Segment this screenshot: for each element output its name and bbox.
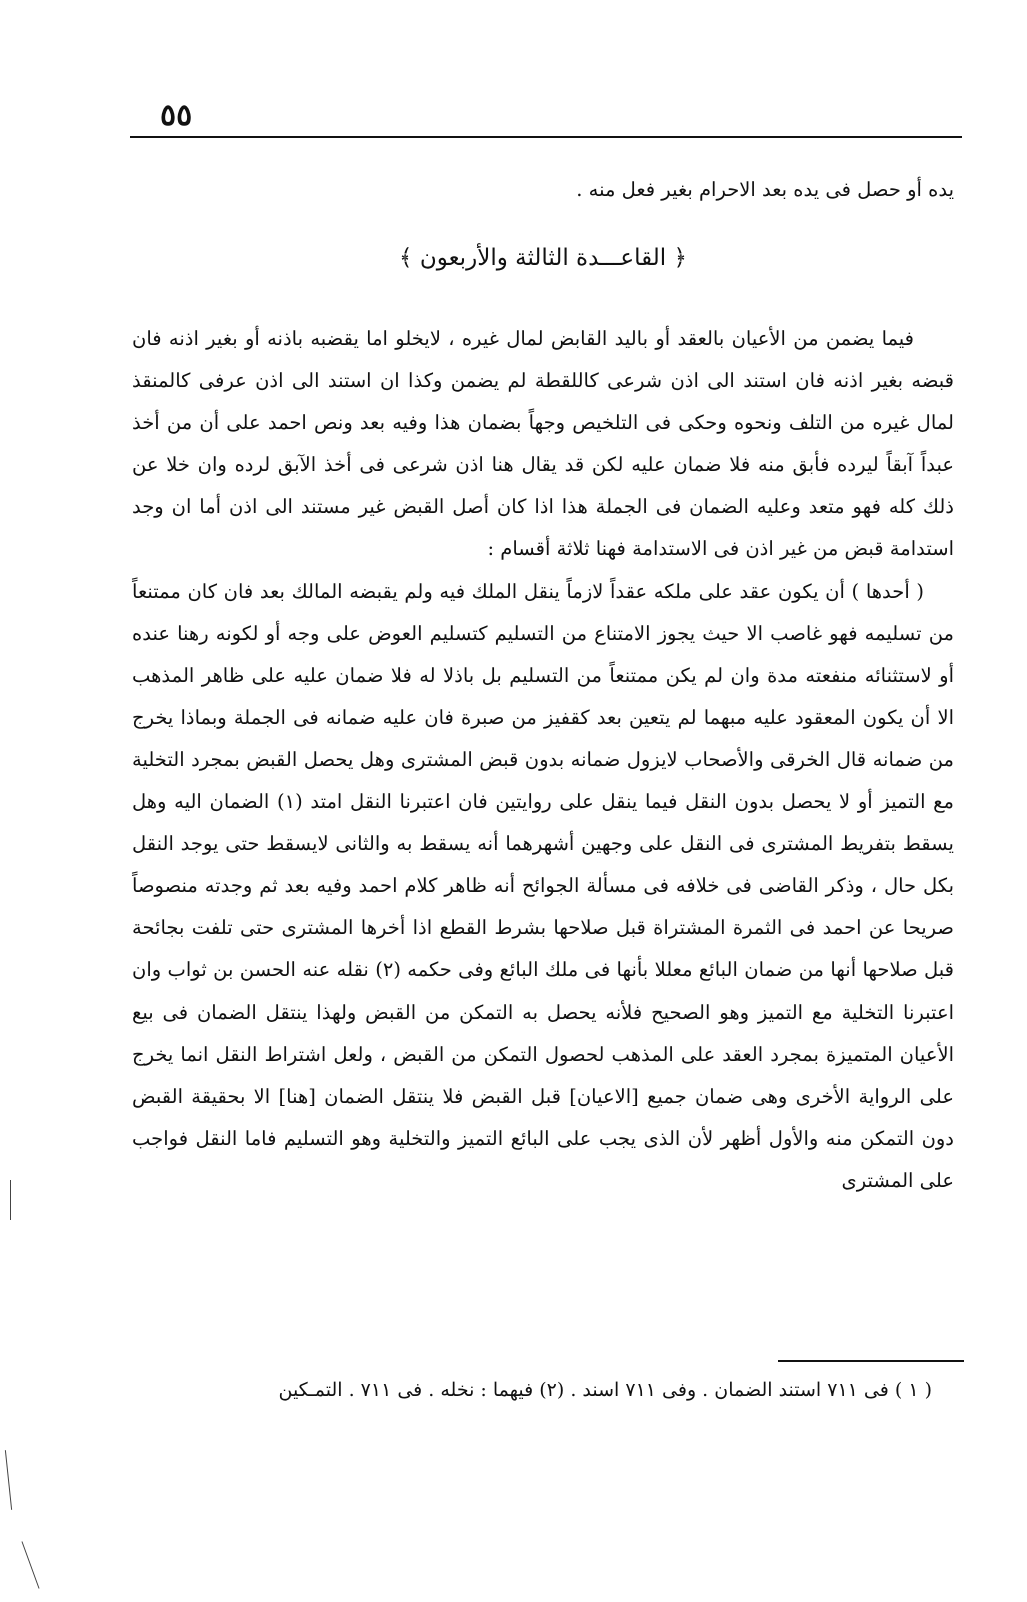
scan-edge-mark [10,1180,11,1220]
section-heading: ﴿ القاعـــدة الثالثة والأربعون ﴾ [399,245,687,271]
main-text [132,318,954,1202]
scan-edge-mark [5,1450,12,1510]
paragraph-first-division: ( أحدها ) أن يكون عقد على ملكه عقداً لازماً ينقل الملك فيه ولم يقبضه المالك بعد فان كان ممتنعاً من تسليمه فهو غاصب الا حيث يجوز الامتناع من التسليم كتسليم العوض على وجه أو لكونه رهنا عنده أو لاستثنائه منفعته مدة وان لم يكن ممتنعاً من التسليم بل باذلا له فلا ضمان عليه على ظاهر المذهب الا أن يكون المعقود عليه مبهما لم يتعين بعد كقفيز من صبرة فان عليه ضمانه فى الجملة وبماذا يخرج من ضمانه قال الخرقى والأصحاب لايزول ضمانه بدون قبض المشترى وهل يحصل القبض بمجرد التخلية مع التميز أو لا يحصل بدون النقل فيما ينقل على روايتين فان اعتبرنا النقل امتد (١) الضمان اليه وهل يسقط بتفريط المشترى فى النقل على وجهين أشهرهما أنه يسقط به والثانى لايسقط حتى يوجد النقل بكل حال ، وذكر القاضى فى خلافه فى مسألة الجوائح أنه ظاهر كلام احمد وفيه بعد ثم وجدته منصوصاً صريحا عن احمد فى الثمرة المشتراة قبل صلاحها بشرط القطع اذا أخرها المشترى حتى تلفت بجائحة قبل صلاحها أنها من ضمان البائع معللا بأنها فى ملك البائع وفى حكمه (٢) نقله عنه الحسن بن ثواب وان اعتبرنا التخلية مع التميز وهو الصحيح فلأنه يحصل به التمكن من القبض ولهذا ينتقل الضمان فى بيع الأعيان المتميزة بمجرد العقد على المذهب لحصول التمكن من القبض ، ولعل اشتراط النقل انما يخرج على الرواية الأخرى وهى ضمان جميع [الاعيان] قبل القبض فلا ينتقل الضمان [هنا] الا بحقيقة القبض دون التمكن منه والأول أظهر لأن الذى يجب على البائع التميز والتخلية وهو التسليم فاما النقل فواجب على المشترى [132,579,954,1192]
paragraph-intro: فيما يضمن من الأعيان بالعقد أو باليد القابض لمال غيره ، لايخلو اما يقضبه باذنه أو بغير اذنه فان قبضه بغير اذنه فان استند الى اذن شرعى كاللقطة لم يضمن وكذا ان استند الى اذن عرفى كالمنقذ لمال غيره من التلف ونحوه وحكى فى التلخيص وجهاً بضمان هذا وفيه بعد ونص احمد على أن من أخذ عبداً آبقاً ليرده فأبق منه فلا ضمان عليه لكن قد يقال هنا اذن شرعى فى أخذ الآبق لرده وان خلا عن ذلك كله فهو متعد وعليه الضمان فى الجملة هذا اذا كان أصل القبض غير مستند الى اذن أما ان وجد استدامة قبض من غير اذن فى الاستدامة فهنا ثلاثة أقسام : [132,327,954,561]
footnote: ( ١ ) فى ٧١١ استند الضمان . وفى ٧١١ اسند . (٢) فيهما : نخله . فى ٧١١ . التمـكين [278,1379,932,1401]
header-rule [130,136,962,138]
footnote-rule [778,1360,964,1362]
scan-edge-mark [21,1541,39,1588]
page-number: ٥٥ [160,98,193,133]
carry-over-line: يده أو حصل فى يده بعد الاحرام بغير فعل منه . [576,178,954,201]
